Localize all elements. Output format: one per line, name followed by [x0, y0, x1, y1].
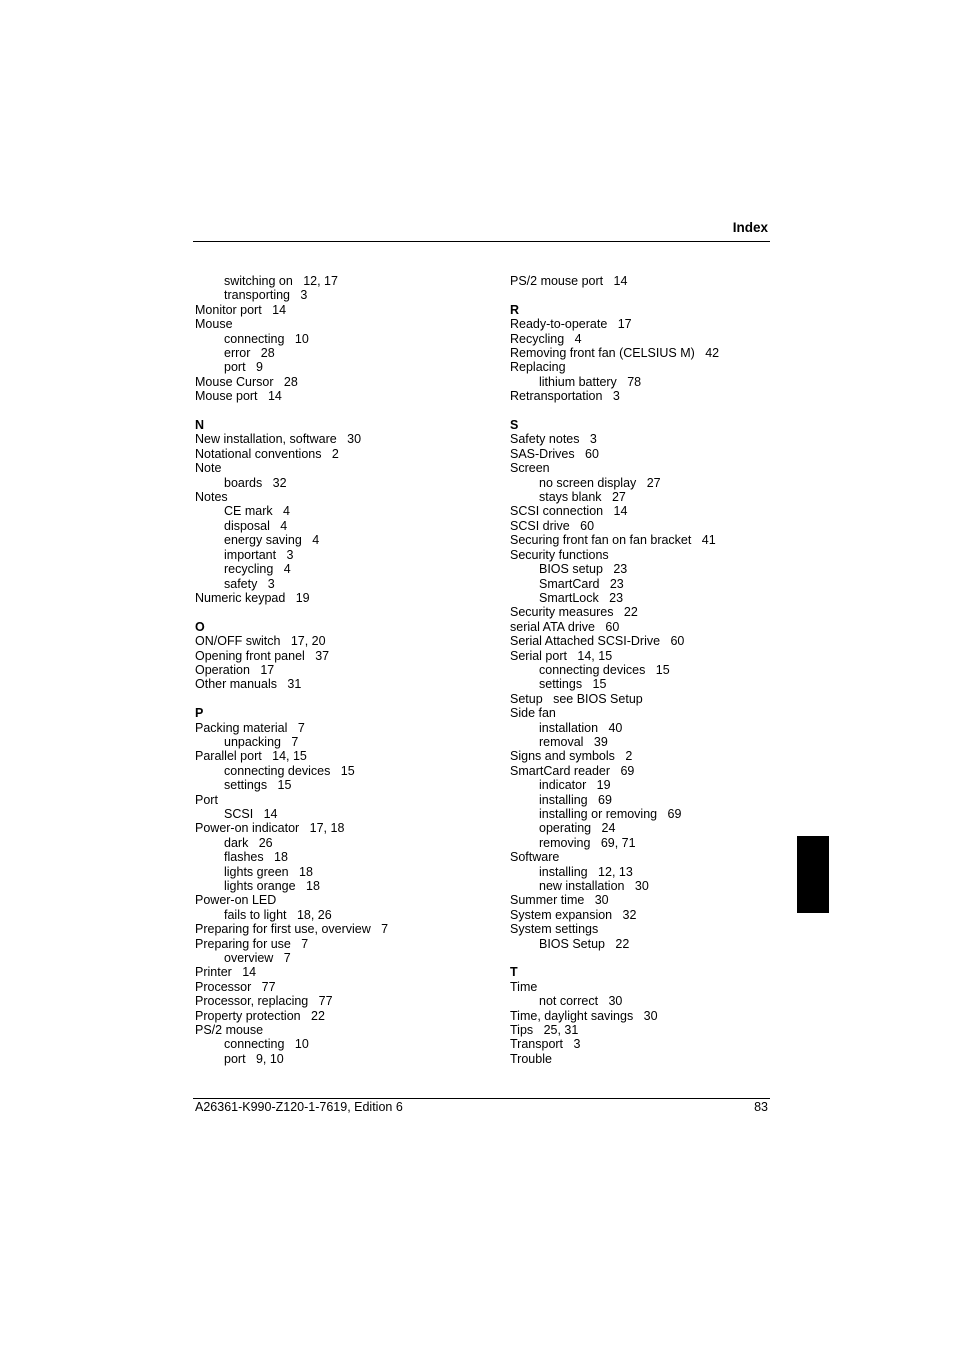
index-subentry: connecting 10 [224, 1037, 309, 1052]
index-subentry: error 28 [224, 346, 275, 361]
index-subentry: BIOS setup 23 [539, 562, 628, 577]
index-entry: SCSI connection 14 [510, 504, 628, 519]
index-entry: System settings [510, 922, 599, 937]
index-entry: Signs and symbols 2 [510, 749, 633, 764]
index-entry: serial ATA drive 60 [510, 619, 620, 634]
index-entry: Ready-to-operate 17 [510, 317, 632, 332]
index-entry: SCSI drive 60 [510, 518, 595, 533]
index-entry: Other manuals 31 [195, 677, 302, 692]
chapter-tab-marker [797, 836, 829, 913]
index-entry: Parallel port 14, 15 [195, 749, 307, 764]
index-subentry: SCSI 14 [224, 806, 278, 821]
index-subentry: installation 40 [539, 720, 623, 735]
index-entry: Notational conventions 2 [195, 446, 339, 461]
index-subentry: no screen display 27 [539, 475, 661, 490]
index-section-letter: P [195, 706, 204, 721]
index-entry: Numeric keypad 19 [195, 590, 310, 605]
index-entry: Power-on indicator 17, 18 [195, 821, 345, 836]
index-subentry: installing 12, 13 [539, 864, 633, 879]
index-subentry: connecting devices 15 [224, 763, 355, 778]
index-entry: Trouble [510, 1051, 552, 1066]
index-column-right [510, 274, 810, 1066]
index-entry: Serial Attached SCSI-Drive 60 [510, 634, 685, 649]
index-entry: Property protection 22 [195, 1008, 325, 1023]
index-entry: New installation, software 30 [195, 432, 362, 447]
index-subentry: installing 69 [539, 792, 612, 807]
index-column-left [195, 274, 495, 1066]
index-section-letter: R [510, 302, 520, 317]
index-subentry: new installation 30 [539, 879, 649, 894]
index-subentry: recycling 4 [224, 562, 291, 577]
index-entry: Replacing [510, 360, 566, 375]
index-entry: Software [510, 850, 560, 865]
index-entry: Note [195, 461, 222, 476]
index-entry: Preparing for use 7 [195, 936, 309, 951]
index-entry: Time, daylight savings 30 [510, 1008, 658, 1023]
index-entry: Transport 3 [510, 1037, 581, 1052]
index-entry: Mouse port 14 [195, 389, 282, 404]
index-subentry: connecting devices 15 [539, 662, 670, 677]
index-subentry: fails to light 18, 26 [224, 907, 332, 922]
header-divider [193, 241, 770, 242]
index-subentry: lights green 18 [224, 864, 313, 879]
index-entry: PS/2 mouse [195, 1023, 264, 1038]
index-entry: Tips 25, 31 [510, 1023, 579, 1038]
index-entry: PS/2 mouse port 14 [510, 274, 628, 288]
index-entry: Opening front panel 37 [195, 648, 330, 663]
page-number: 83 [754, 1100, 768, 1114]
index-entry: Port [195, 792, 218, 807]
index-entry: Serial port 14, 15 [510, 648, 613, 663]
index-section-letter: O [195, 619, 205, 634]
index-subentry: switching on 12, 17 [224, 274, 338, 288]
index-entry: Operation 17 [195, 662, 275, 677]
index-subentry: disposal 4 [224, 518, 288, 533]
index-entry: Safety notes 3 [510, 432, 597, 447]
index-subentry: SmartCard 23 [539, 576, 624, 591]
index-entry: Power-on LED [195, 893, 277, 908]
index-entry: Security functions [510, 547, 609, 562]
index-subentry: settings 15 [539, 677, 607, 692]
index-subentry: lithium battery 78 [539, 374, 642, 389]
index-entry: Securing front fan on fan bracket 41 [510, 533, 716, 548]
index-subentry: operating 24 [539, 821, 616, 836]
index-subentry: removing 69, 71 [539, 835, 636, 850]
index-entry: Notes [195, 490, 228, 505]
index-subentry: indicator 19 [539, 778, 611, 793]
index-entry: Mouse [195, 317, 233, 332]
index-subentry: SmartLock 23 [539, 590, 624, 605]
index-subentry: safety 3 [224, 576, 275, 591]
index-subentry: installing or removing 69 [539, 807, 682, 821]
page-title: Index [732, 220, 768, 235]
index-entry: SmartCard reader 69 [510, 763, 635, 778]
index-entry: Preparing for first use, overview 7 [195, 922, 389, 937]
index-subentry: lights orange 18 [224, 879, 320, 894]
index-entry: Printer 14 [195, 965, 257, 980]
index-entry: ON/OFF switch 17, 20 [195, 634, 326, 649]
index-subentry: port 9 [224, 360, 263, 375]
index-entry: Recycling 4 [510, 331, 582, 346]
index-subentry: overview 7 [224, 951, 291, 966]
index-subentry: CE mark 4 [224, 504, 290, 519]
index-subentry: dark 26 [224, 835, 273, 850]
footer-divider [193, 1098, 770, 1099]
index-subentry: flashes 18 [224, 850, 288, 865]
index-section-letter: T [510, 965, 518, 980]
index-subentry: port 9, 10 [224, 1051, 284, 1066]
index-subentry: settings 15 [224, 778, 292, 793]
document-id: A26361-K990-Z120-1-7619, Edition 6 [195, 1100, 403, 1114]
index-subentry: important 3 [224, 547, 294, 562]
index-entry: Processor, replacing 77 [195, 994, 333, 1009]
index-subentry: energy saving 4 [224, 533, 320, 548]
index-section-letter: N [195, 418, 205, 433]
index-entry: Mouse Cursor 28 [195, 374, 298, 389]
index-entry: Security measures 22 [510, 605, 638, 620]
index-entry: SAS-Drives 60 [510, 446, 599, 461]
index-entry: Summer time 30 [510, 893, 609, 908]
index-subentry: BIOS Setup 22 [539, 936, 630, 951]
index-subentry: connecting 10 [224, 331, 309, 346]
index-entry: Side fan [510, 706, 556, 721]
index-subentry: boards 32 [224, 475, 287, 490]
index-subentry: transporting 3 [224, 288, 308, 303]
index-subentry: unpacking 7 [224, 734, 299, 749]
index-subentry: not correct 30 [539, 994, 623, 1009]
index-entry: Retransportation 3 [510, 389, 620, 404]
index-entry: Processor 77 [195, 979, 276, 994]
index-entry: Monitor port 14 [195, 302, 287, 317]
index-entry: Setup see BIOS Setup [510, 691, 643, 706]
index-section-letter: S [510, 418, 519, 433]
index-entry: Removing front fan (CELSIUS M) 42 [510, 346, 720, 361]
index-entry: Time [510, 979, 538, 994]
index-subentry: removal 39 [539, 734, 608, 749]
index-subentry: stays blank 27 [539, 490, 626, 505]
index-entry: Screen [510, 461, 550, 476]
index-entry: System expansion 32 [510, 907, 637, 922]
index-entry: Packing material 7 [195, 720, 305, 735]
